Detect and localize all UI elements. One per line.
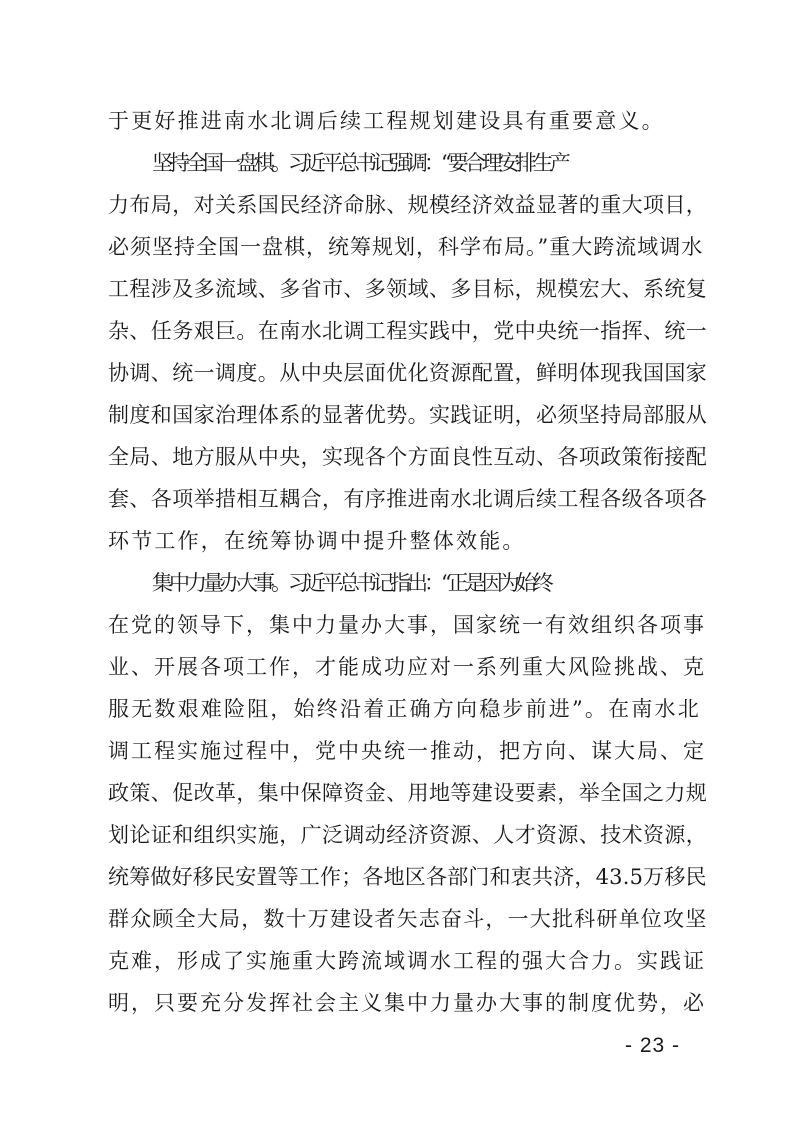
text-line: 协调、统一调度。从中央层面优化资源配置，鲜明体现我国国家 <box>108 361 708 385</box>
text-line: 工程涉及多流域、多省市、多领域、多目标，规模宏大、系统复 <box>108 277 708 301</box>
text-line: 服无数艰难险阻，始终沿着正确方向稳步前进”。在南水北 <box>108 697 701 721</box>
text-line: 必须坚持全国一盘棋，统筹规划，科学布局。”重大跨流域调水 <box>108 235 704 259</box>
text-line: 环节工作，在统筹协调中提升整体效能。 <box>108 529 526 553</box>
text-line: 统筹做好移民安置等工作；各地区各部门和衷共济，43.5万移民 <box>108 865 707 889</box>
text-line: 制度和国家治理体系的显著优势。实践证明，必须坚持局部服从 <box>108 403 708 427</box>
text-line: 划论证和组织实施，广泛调动经济资源、人才资源、技术资源， <box>108 823 708 847</box>
paragraph-start-line: 集中力量办大事。习近平总书记指出：“正是因为始终 <box>152 571 550 595</box>
text-line: 调工程实施过程中，党中央统一推动，把方向、谋大局、定 <box>108 739 706 763</box>
text-line: 于更好推进南水北调后续工程规划建设具有重要意义。 <box>108 109 665 133</box>
text-line: 在党的领导下，集中力量办大事，国家统一有效组织各项事 <box>108 613 706 637</box>
text-line: 群众顾全大局，数十万建设者矢志奋斗，一大批科研单位攻坚 <box>108 907 708 931</box>
page-number: - 23 - <box>625 1034 681 1057</box>
text-line: 明，只要充分发挥社会主义集中力量办大事的制度优势，必 <box>108 991 706 1015</box>
text-line: 业、开展各项工作，才能成功应对一系列重大风险挑战、克 <box>108 655 706 679</box>
text-line: 套、各项举措相互耦合，有序推进南水北调后续工程各级各项各 <box>108 487 708 511</box>
text-line: 杂、任务艰巨。在南水北调工程实践中，党中央统一指挥、统一 <box>108 319 708 343</box>
text-line: 力布局，对关系国民经济命脉、规模经济效益显著的重大项目， <box>108 193 708 217</box>
text-line: 政策、促改革，集中保障资金、用地等建设要素，举全国之力规 <box>108 781 708 805</box>
text-line: 全局、地方服从中央，实现各个方面良性互动、各项政策衔接配 <box>108 445 708 469</box>
paragraph-start-line: 坚持全国一盘棋。习近平总书记强调：“要合理安排生产 <box>152 151 567 175</box>
text-line: 克难，形成了实施重大跨流域调水工程的强大合力。实践证 <box>108 949 706 973</box>
